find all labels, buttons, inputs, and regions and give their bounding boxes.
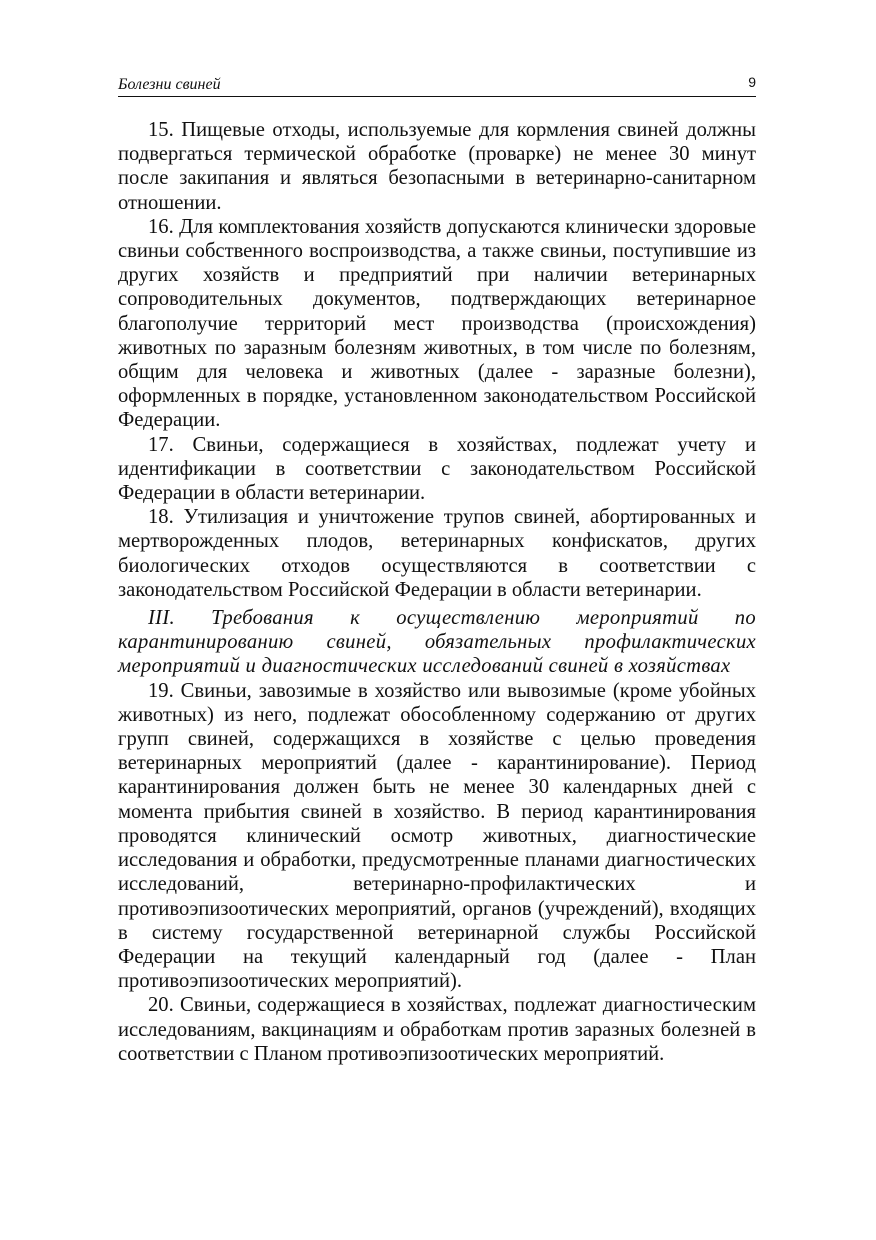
paragraph-20: 20. Свиньи, содержащиеся в хозяйствах, подлежат диагностическим исследованиям, вакцинациям и обработкам против заразных болезней в соответствии с Планом противоэпизоотических мероприятий. — [118, 994, 756, 1065]
paragraph-17: 17. Свиньи, содержащиеся в хозяйствах, подлежат учету и идентификации в соответствии с законодательством Российской Федерации в области ветеринарии. — [118, 433, 756, 505]
running-title: Болезни свиней — [118, 76, 221, 93]
section-heading: III. Требования к осуществлению мероприятий по карантинированию свиней, обязательных профилактических мероприятий и диагностических исследований свиней в хозяйствах — [118, 607, 756, 678]
paragraph-16: 16. Для комплектования хозяйств допускаются клинически здоровые свиньи собственного воспроизводства, а также свиньи, поступившие из других хозяйств и предприятий при наличии ветеринарных сопроводительных документов, подтверждающих ветеринарное благополучие территорий мест производства (происхождения) животных по заразным болезням животных, в том числе по болезням, общим для человека и животных (далее - заразные болезни), оформленных в порядке, установленном законодательством Российской Федерации. — [118, 215, 756, 432]
paragraph-15: 15. Пищевые отходы, используемые для кормления свиней должны подвергаться термической обработке (проварке) не менее 30 минут после закипания и являться безопасными в ветеринарно-санитарном отношении. — [118, 119, 756, 214]
paragraph-19: 19. Свиньи, завозимые в хозяйство или вывозимые (кроме убойных животных) из него, подлежат обособленному содержанию от других групп свиней, содержащихся в хозяйстве с целью проведения ветеринарных мероприятий (далее - карантинирование). Период карантинирования должен быть не менее 30 календарных дней с момента прибытия свиней в хозяйство. В период карантинирования проводятся клинический осмотр животных, диагностические исследования и обработки, предусмотренные планами диагностических исследований, ветеринарно-профилактических и противоэпизоотических мероприятий, органов (учреждений), входящих в систему государственной ветеринарной службы Российской Федерации на текущий календарный год (далее - План противоэпизоотических мероприятий). — [118, 679, 756, 993]
paragraph-18: 18. Утилизация и уничтожение трупов свиней, абортированных и мертворожденных плодов, ветеринарных конфискатов, других биологических отходов осуществляются в соответствии с законодательством Российской Федерации в области ветеринарии. — [118, 506, 756, 601]
page-body — [118, 118, 756, 1066]
running-header — [118, 72, 756, 97]
page-number: 9 — [748, 74, 756, 90]
